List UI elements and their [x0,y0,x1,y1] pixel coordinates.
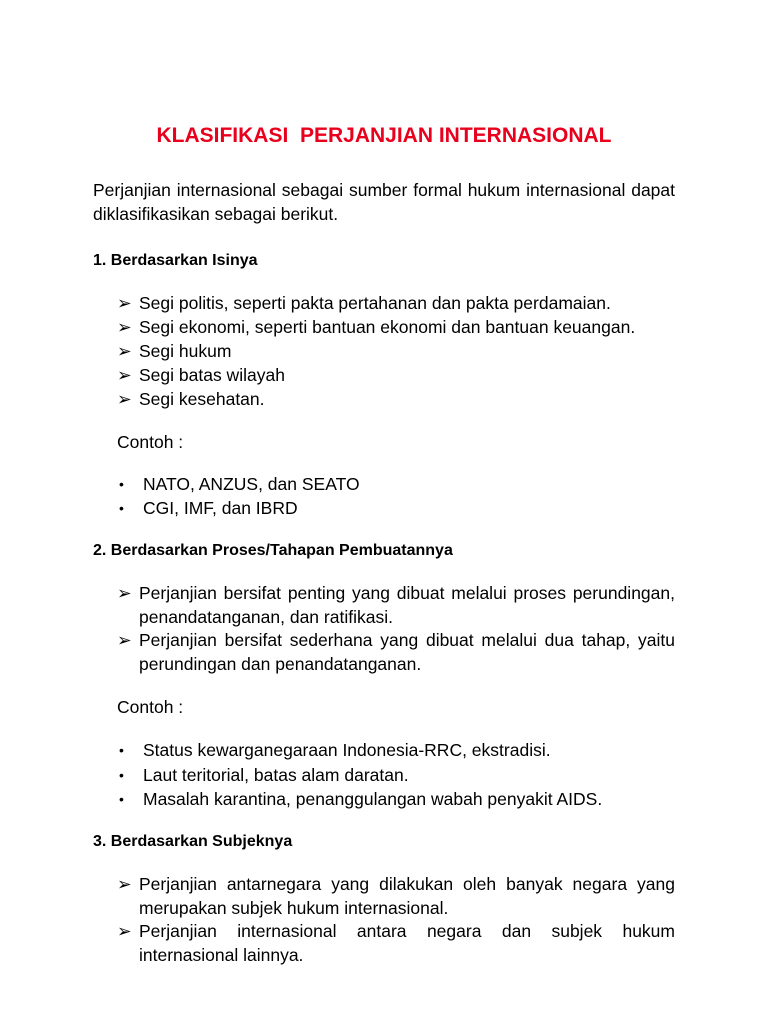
section-1-item: ➢ Segi kesehatan. [117,388,675,412]
section-1-heading: 1. Berdasarkan Isinya [93,252,258,269]
document-title: KLASIFIKASI PERJANJIAN INTERNASIONAL [156,124,612,147]
arrow-bullet-icon: ➢ [117,365,132,385]
contoh-label: Contoh : [117,697,184,717]
arrow-bullet-icon: ➢ [117,921,132,941]
intro-paragraph: Perjanjian internasional sebagai sumber formal hukum internasional dapat diklasifikasikan sebagai berikut. [93,180,675,224]
section-1-item: ➢ Segi hukum [117,340,675,364]
arrow-bullet-icon: ➢ [117,341,132,361]
round-bullet-icon: • [119,742,124,758]
section-2-heading: 2. Berdasarkan Proses/Tahapan Pembuatannya [93,542,453,559]
example-item: • Status kewarganegaraan Indonesia-RRC, ekstradisi. [117,739,675,763]
section-3-item: ➢ Perjanjian antarnegara yang dilakukan oleh banyak negara yang merupakan subjek hukum internasional. [117,874,675,918]
section-3-heading: 3. Berdasarkan Subjeknya [93,833,293,850]
example-item: • Laut teritorial, batas alam daratan. [117,764,675,788]
section-1-item: ➢ Segi ekonomi, seperti bantuan ekonomi dan bantuan keuangan. [117,316,675,340]
arrow-bullet-icon: ➢ [117,389,132,409]
section-1-item: ➢ Segi batas wilayah [117,364,675,388]
round-bullet-icon: • [119,791,124,807]
round-bullet-icon: • [119,500,124,516]
section-2-item: ➢ Perjanjian bersifat penting yang dibuat melalui proses perundingan, penandatanganan, dan ratifikasi. [117,583,675,627]
round-bullet-icon: • [119,767,124,783]
section-1-item: ➢ Segi politis, seperti pakta pertahanan dan pakta perdamaian. [117,292,675,316]
example-item: • NATO, ANZUS, dan SEATO [117,473,675,497]
arrow-bullet-icon: ➢ [117,630,132,650]
arrow-bullet-icon: ➢ [117,583,132,603]
example-item: • Masalah karantina, penanggulangan wabah penyakit AIDS. [117,788,675,812]
section-3-item: ➢ Perjanjian internasional antara negara dan subjek hukum internasional lainnya. [117,921,675,965]
arrow-bullet-icon: ➢ [117,317,132,337]
section-2-item: ➢ Perjanjian bersifat sederhana yang dibuat melalui dua tahap, yaitu perundingan dan penandatanganan. [117,630,675,674]
contoh-label: Contoh : [117,432,184,452]
arrow-bullet-icon: ➢ [117,874,132,894]
round-bullet-icon: • [119,476,124,492]
arrow-bullet-icon: ➢ [117,293,132,313]
example-item: • CGI, IMF, dan IBRD [117,497,675,521]
